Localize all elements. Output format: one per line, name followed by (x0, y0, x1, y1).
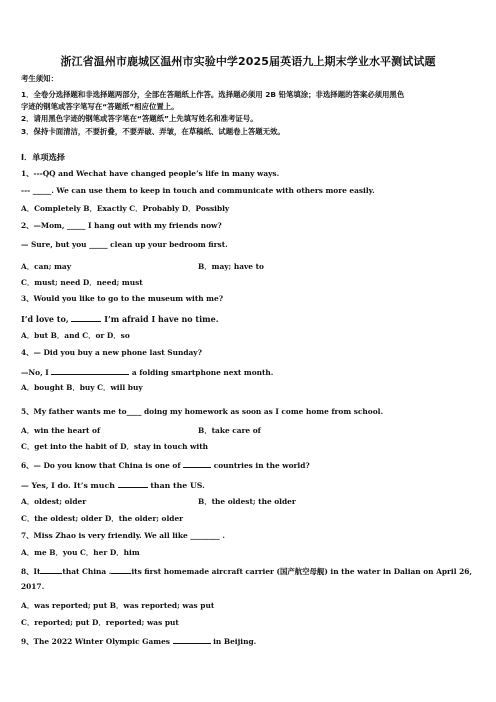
q6-stem-start: 6、— Do you know that China is one of (21, 461, 181, 470)
q6-stem (21, 459, 310, 471)
q4-blank (51, 366, 129, 375)
q4-options: A．bought B．buy C．will buy (21, 383, 143, 392)
q4-reply-end: a folding smartphone next month. (131, 368, 274, 377)
q1-options: A．Completely B．Exactly C．Probably D．Possibly (21, 204, 230, 213)
q4-reply (21, 366, 273, 378)
q3-reply (21, 313, 219, 324)
q8-options-ab: A．was reported; put B．was reported; was put (21, 601, 215, 610)
q6-option-b: B．the oldest; the older (198, 497, 296, 506)
q1-stem: 1、---QQ and Wechat have changed people’s life in many ways. (21, 169, 280, 178)
q1-reply: --- _____. We can use them to keep in touch and communicate with others more easily. (21, 186, 375, 195)
q5-options-cd: C．get into the habit of D．stay in touch with (21, 442, 208, 451)
q9-stem-start: 9、The 2022 Winter Olympic Games (21, 637, 170, 646)
q6-reply-end: than the US. (150, 481, 205, 490)
q8-stem (21, 565, 472, 577)
q8-stem-end: its first homemade aircraft carrier (国产航空母舰) in the water in Dalian on April 26, (131, 567, 472, 576)
note-3: 3．保持卡面清洁，不要折叠，不要弄破、弄皱，在草稿纸、试题卷上答题无效。 (21, 127, 285, 136)
q2-reply: — Sure, but you _____ clean up your bedroom first. (21, 240, 228, 249)
q9-stem (21, 635, 256, 647)
q7-stem: 7、Miss Zhao is very friendly. We all like ________ . (21, 531, 225, 540)
notes-header: 考生须知： (21, 74, 58, 83)
q5-stem: 5、My father wants me to____ doing my homework as soon as I come home from school. (21, 407, 384, 416)
q6-reply-start: — Yes, I do. It’s much (21, 481, 115, 490)
q8-stem-cont: 2017. (21, 582, 45, 591)
q3-options: A．but B．and C．or D．so (21, 331, 130, 340)
q6-option-a: A．oldest; older (21, 497, 87, 506)
q6-blank-1 (183, 459, 211, 468)
q6-reply (21, 479, 205, 491)
q5-option-b: B．take care of (198, 426, 261, 435)
q6-stem-end: countries in the world? (213, 461, 310, 470)
q9-blank (173, 635, 211, 644)
q3-reply-end: I’m afraid I have no time. (104, 314, 219, 324)
q6-options-cd: C．the oldest; older D．the older; older (21, 514, 184, 523)
note-1b: 字迹的钢笔或答字笔写在“答题纸”相应位置上。 (21, 102, 179, 111)
q8-options-cd: C．reported; put D．reported; was put (21, 618, 179, 627)
q7-options: A．me B．you C．her D．him (21, 548, 140, 557)
q8-blank-1 (40, 565, 62, 574)
q5-option-a: A．win the heart of (21, 426, 101, 435)
q8-stem-start: 8、It (21, 567, 41, 576)
q4-reply-start: —No, I (21, 368, 49, 377)
section-heading: Ⅰ．单项选择 (21, 152, 65, 162)
note-2: 2．请用黑色字迹的钢笔或答字笔在“答题纸”上先填写姓名和准考证号。 (21, 114, 258, 123)
page-title: 浙江省温州市鹿城区温州市实验中学2025届英语九上期末学业水平测试试题 (60, 55, 436, 68)
q6-blank-2 (118, 479, 148, 488)
q2-options-cd: C．must; need D．need; must (21, 278, 143, 287)
q2-stem: 2、—Mom, _____ I hang out with my friends now? (21, 221, 222, 230)
q4-stem: 4、— Did you buy a new phone last Sunday? (21, 348, 202, 357)
note-1a: 1．全卷分选择题和非选择题两部分，全部在答题纸上作答。选择题必须用 2B 铅笔填涂；非选择题的答案必须用黑色 (21, 90, 405, 99)
q9-stem-end: in Beijing. (213, 637, 257, 646)
q3-blank (71, 313, 101, 322)
q2-option-b: B．may; have to (198, 262, 264, 271)
q2-option-a: A．can; may (21, 262, 71, 271)
q3-reply-start: I’d love to, (21, 314, 69, 324)
q3-stem: 3、Would you like to go to the museum with me? (21, 294, 224, 303)
q8-blank-2 (111, 565, 131, 574)
q8-stem-mid: that China . (62, 567, 112, 576)
